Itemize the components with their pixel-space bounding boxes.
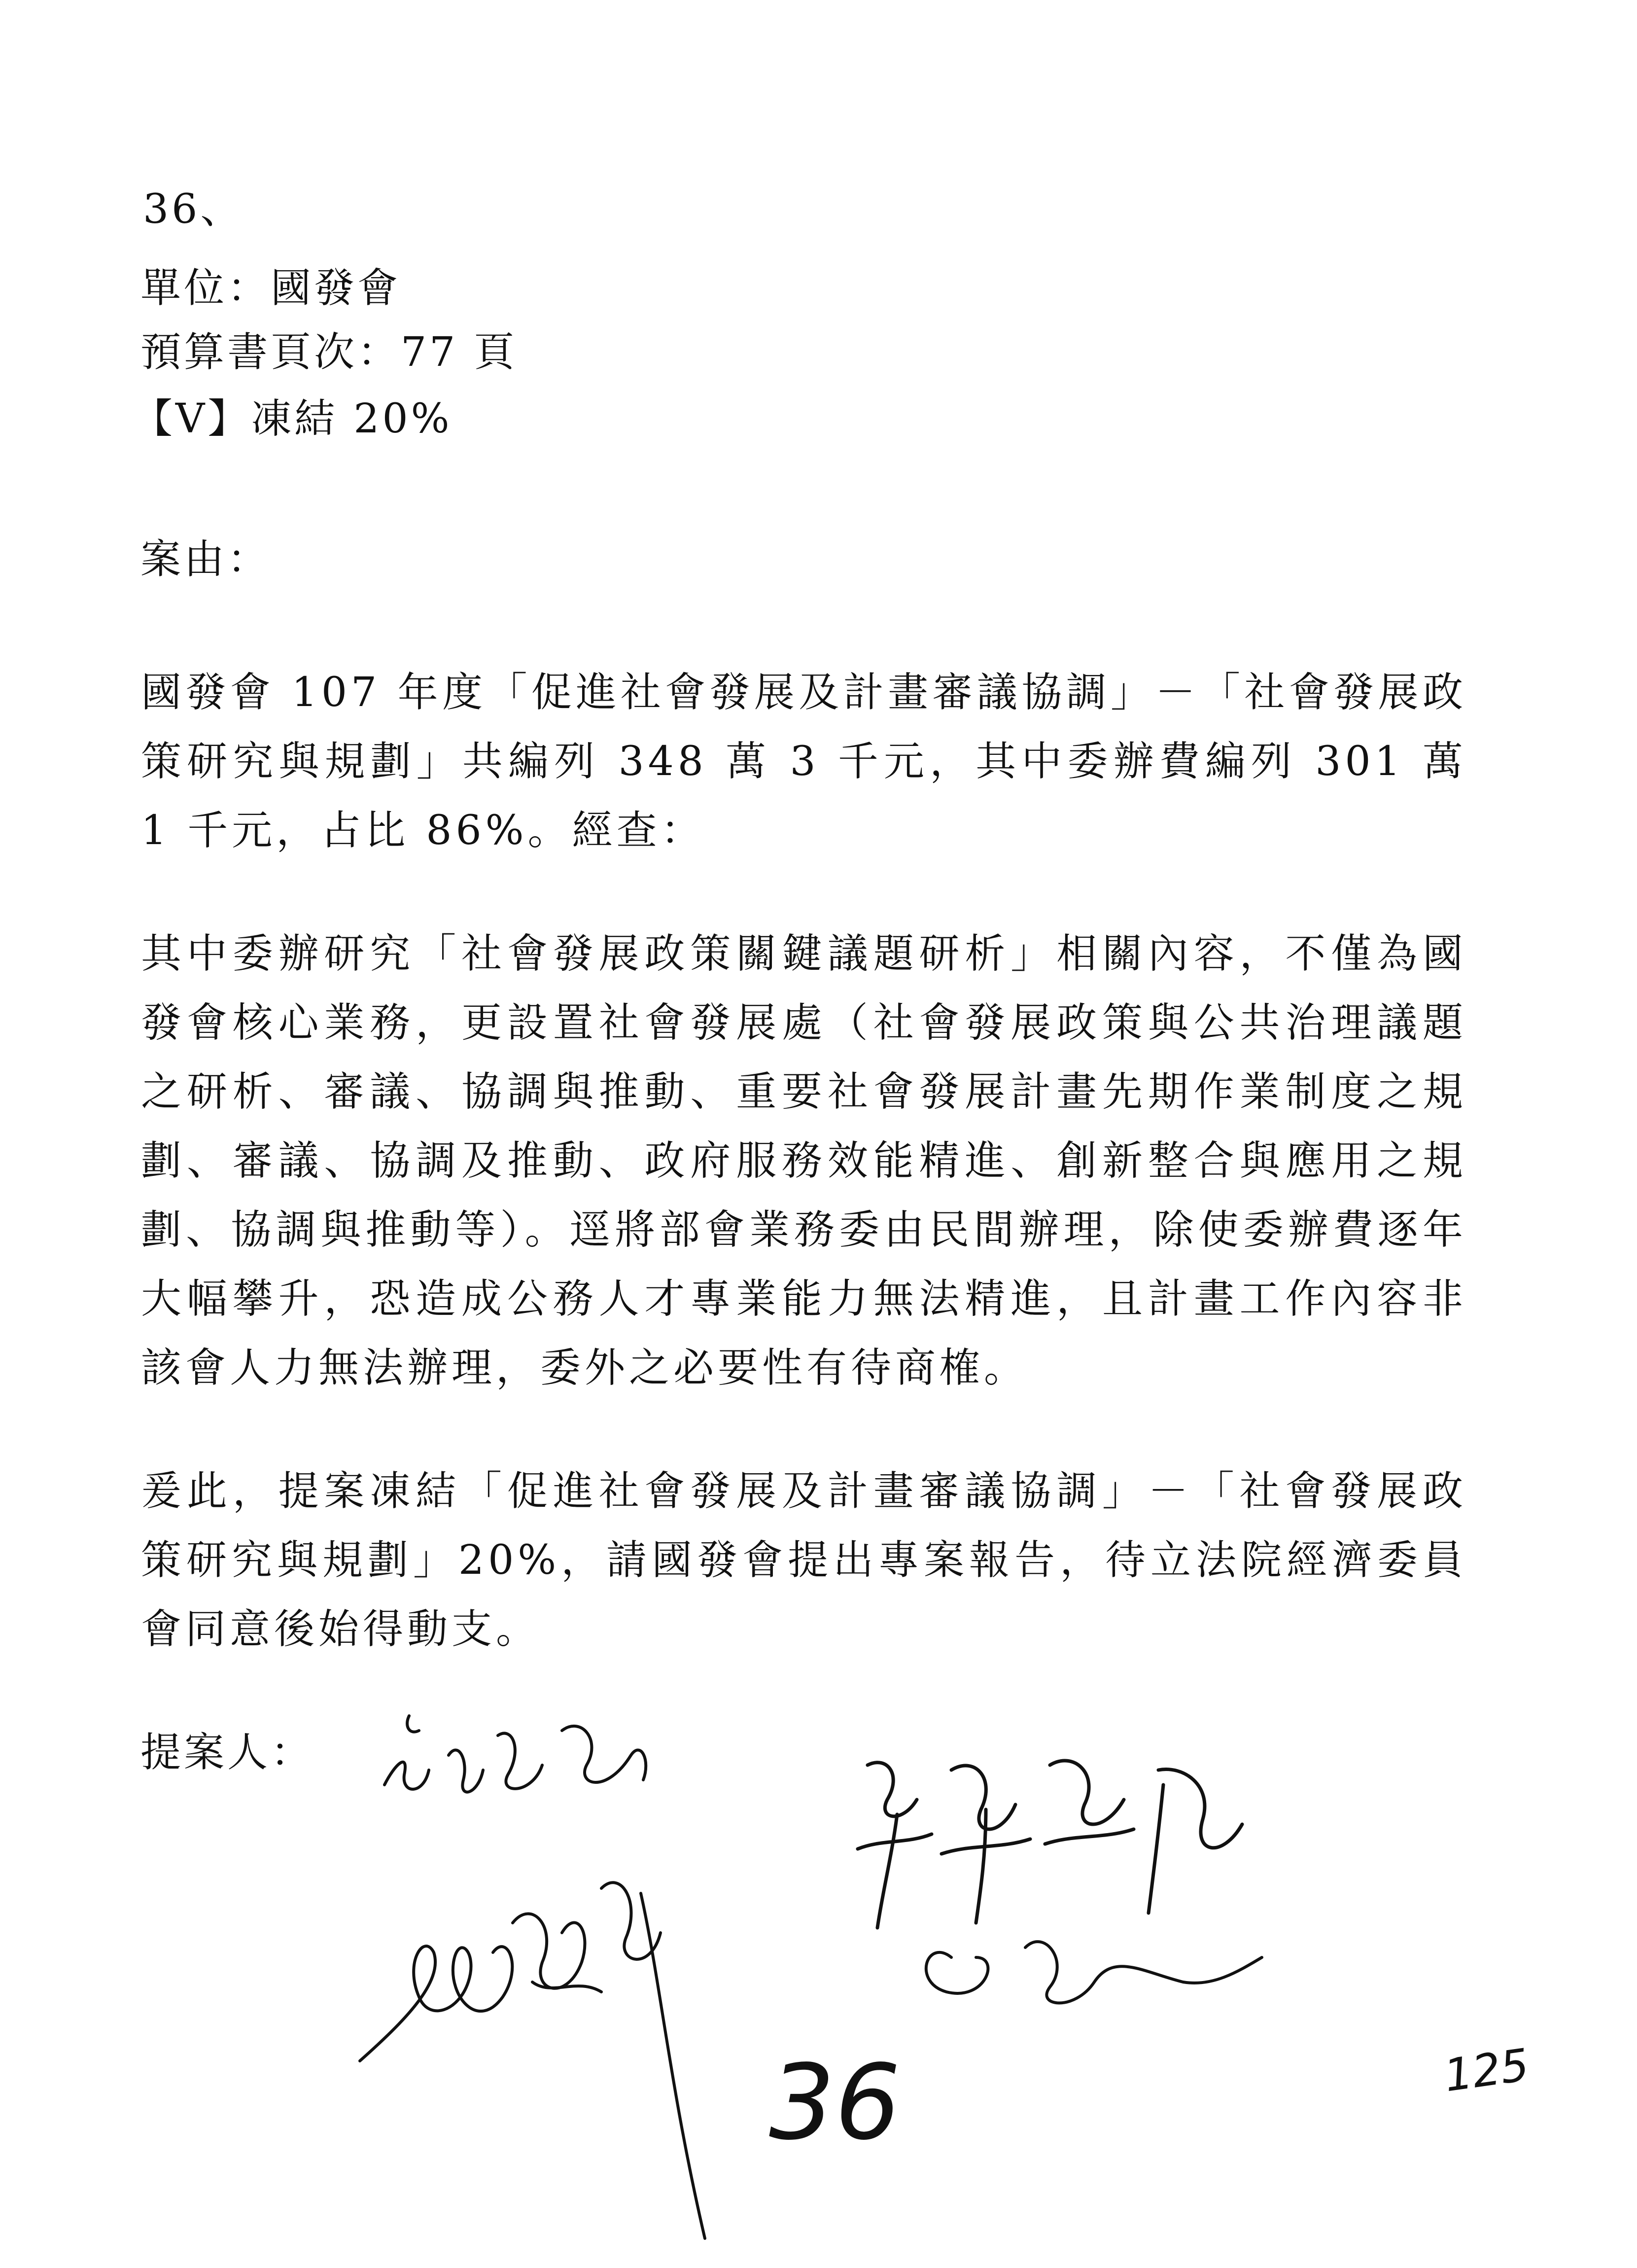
signature-3 bbox=[838, 1726, 1262, 2021]
signature-2 bbox=[345, 1834, 739, 2268]
handwritten-item-number: 36 bbox=[769, 2042, 901, 2163]
paragraph-proposal: 爰此，提案凍結「促進社會發展及計畫審議協調」－「社會發展政策研究與規劃」20%，請國發會提出專案報告，待立法院經濟委員會同意後始得動支。 bbox=[141, 1468, 1467, 1653]
freeze-option: 【V】凍結 20% bbox=[132, 395, 453, 442]
budget-page-line: 預算書頁次：77 頁 bbox=[140, 329, 518, 376]
paragraph-budget: 國發會 107 年度「促進社會發展及計畫審議協調」－「社會發展政策研究與規劃」共編列 348 萬 3 千元，其中委辦費編列 301 萬 1 千元，占比 86%。經查： bbox=[141, 669, 1467, 854]
paragraph-findings: 其中委辦研究「社會發展政策關鍵議題研析」相關內容，不僅為國發會核心業務，更設置社會發展處（社會發展政策與公共治理議題之研析、審議、協調與推動、重要社會發展計畫先期作業制度之規劃、審議、協調及推動、政府服務效能精進、創新整合與應用之規劃、協調與推動等）。逕將部會業務委由民間辦理，除使委辦費逐年大幅攀升，恐造成公務人才專業能力無法精進，且計畫工作內容非該會人力無法辦理，委外之必要性有待商榷。 bbox=[141, 930, 1467, 1391]
item-number: 36、 bbox=[143, 186, 244, 233]
unit-line: 單位：國發會 bbox=[140, 265, 401, 312]
handwritten-page-number: 125 bbox=[1441, 2039, 1533, 2102]
reason-label: 案由： bbox=[140, 536, 271, 583]
proposer-label: 提案人： bbox=[140, 1729, 314, 1776]
